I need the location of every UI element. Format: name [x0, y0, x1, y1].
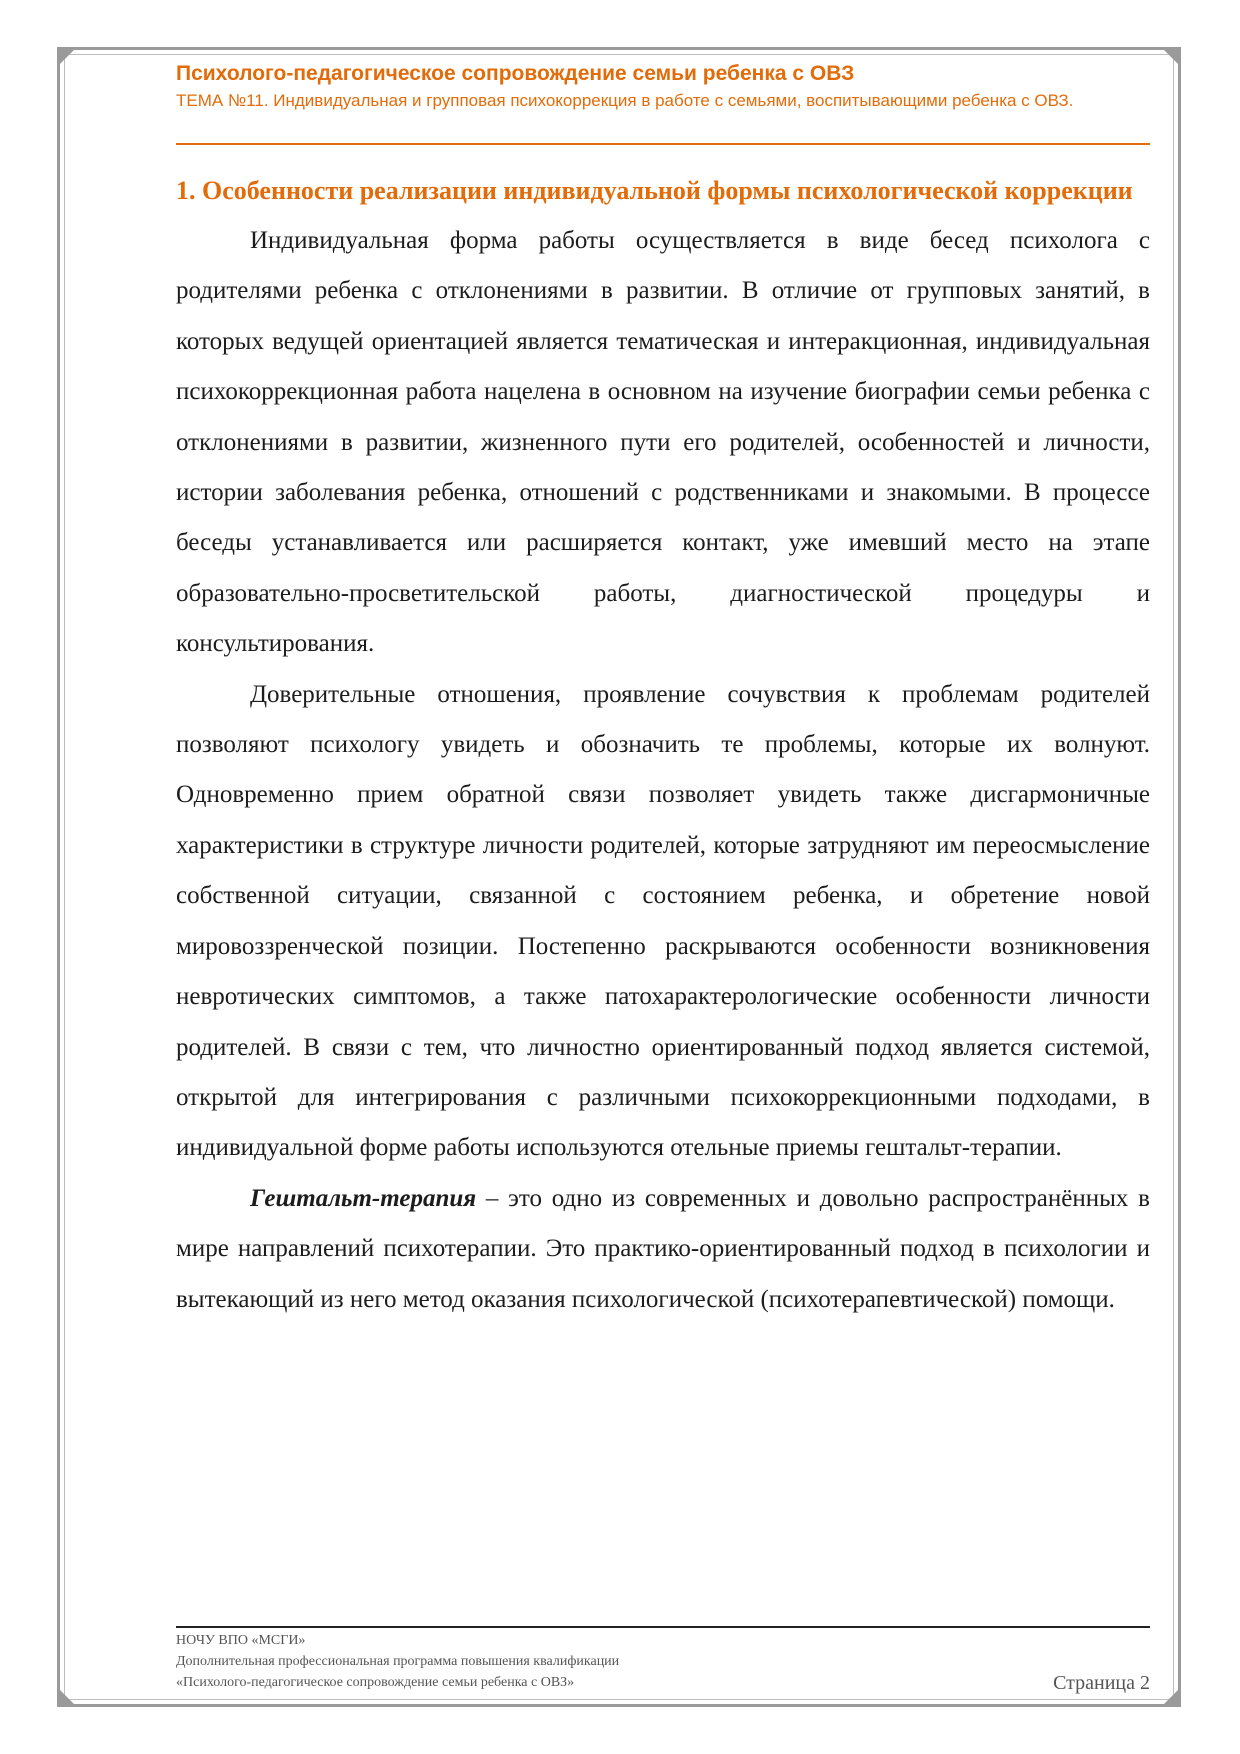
corner-ornament-top-left — [60, 50, 74, 64]
corner-ornament-bottom-right — [1164, 1690, 1178, 1704]
footer-divider — [176, 1626, 1150, 1628]
header-divider — [176, 143, 1150, 145]
paragraph-2: Доверительные отношения, проявление сочувствия к проблемам родителей позволяют психологу увидеть и обозначить те проблемы, которые их волнуют. Одновременно прием обратной связи позволяет увидеть также дисгармоничные характеристики в структуре личности родителей, которые затрудняют им переосмысление собственной ситуации, связанной с состоянием ребенка, и обретение новой мировоззренческой позиции. Постепенно раскрываются особенности возникновения невротических симптомов, а также патохарактерологические особенности личности родителей. В связи с тем, что личностно ориентированный подход является системой, открытой для интегрирования с различными психокоррекционными подходами, в индивидуальной форме работы используются отельные приемы гештальт-терапии. — [176, 680, 1150, 1162]
topic-title: ТЕМА №11. Индивидуальная и групповая психокоррекция в работе с семьями, воспитывающими ребенка с ОВЗ. — [176, 91, 1074, 110]
section-heading: 1. Особенности реализации индивидуальной формы психологической коррекции — [176, 176, 1133, 205]
footer-program: Дополнительная профессиональная программа повышения квалификации — [176, 1654, 620, 1669]
corner-ornament-bottom-left — [60, 1690, 74, 1704]
page-footer — [176, 1630, 1150, 1693]
page-header — [176, 60, 1150, 113]
paragraph-1: Индивидуальная форма работы осуществляется в виде бесед психолога с родителями ребенка с отклонениями в развитии. В отличие от групповых занятий, в которых ведущей ориентацией является тематическая и интеракционная, индивидуальная психокоррекционная работа нацелена в основном на изучение биографии семьи ребенка с отклонениями в развитии, жизненного пути его родителей, особенностей и личности, истории заболевания ребенка, отношений с родственниками и знакомыми. В процессе беседы устанавливается или расширяется контакт, уже имевший место на этапе образовательно-просветительской работы, диагностической процедуры и консультирования. — [176, 227, 1150, 658]
term-gestalt-therapy: Гештальт-терапия — [250, 1184, 477, 1212]
course-title: Психолого-педагогическое сопровождение семьи ребенка с ОВЗ — [176, 62, 855, 85]
corner-ornament-top-right — [1164, 50, 1178, 64]
paragraph-3-text: – это одно из современных и довольно распространённых в мире направлений психотерапии. Это практико-ориентированный подход в психологии и вытекающий из него метод оказания психологической (психотерапевтической) помощи. — [176, 1184, 1150, 1313]
main-content — [176, 166, 1150, 1325]
page-number: Страница 2 — [1053, 1672, 1150, 1694]
paragraph-3 — [176, 1174, 1150, 1325]
footer-course: «Психолого-педагогическое сопровождение семьи ребенка с ОВЗ» — [176, 1675, 575, 1690]
footer-org: НОЧУ ВПО «МСГИ» — [176, 1633, 306, 1648]
